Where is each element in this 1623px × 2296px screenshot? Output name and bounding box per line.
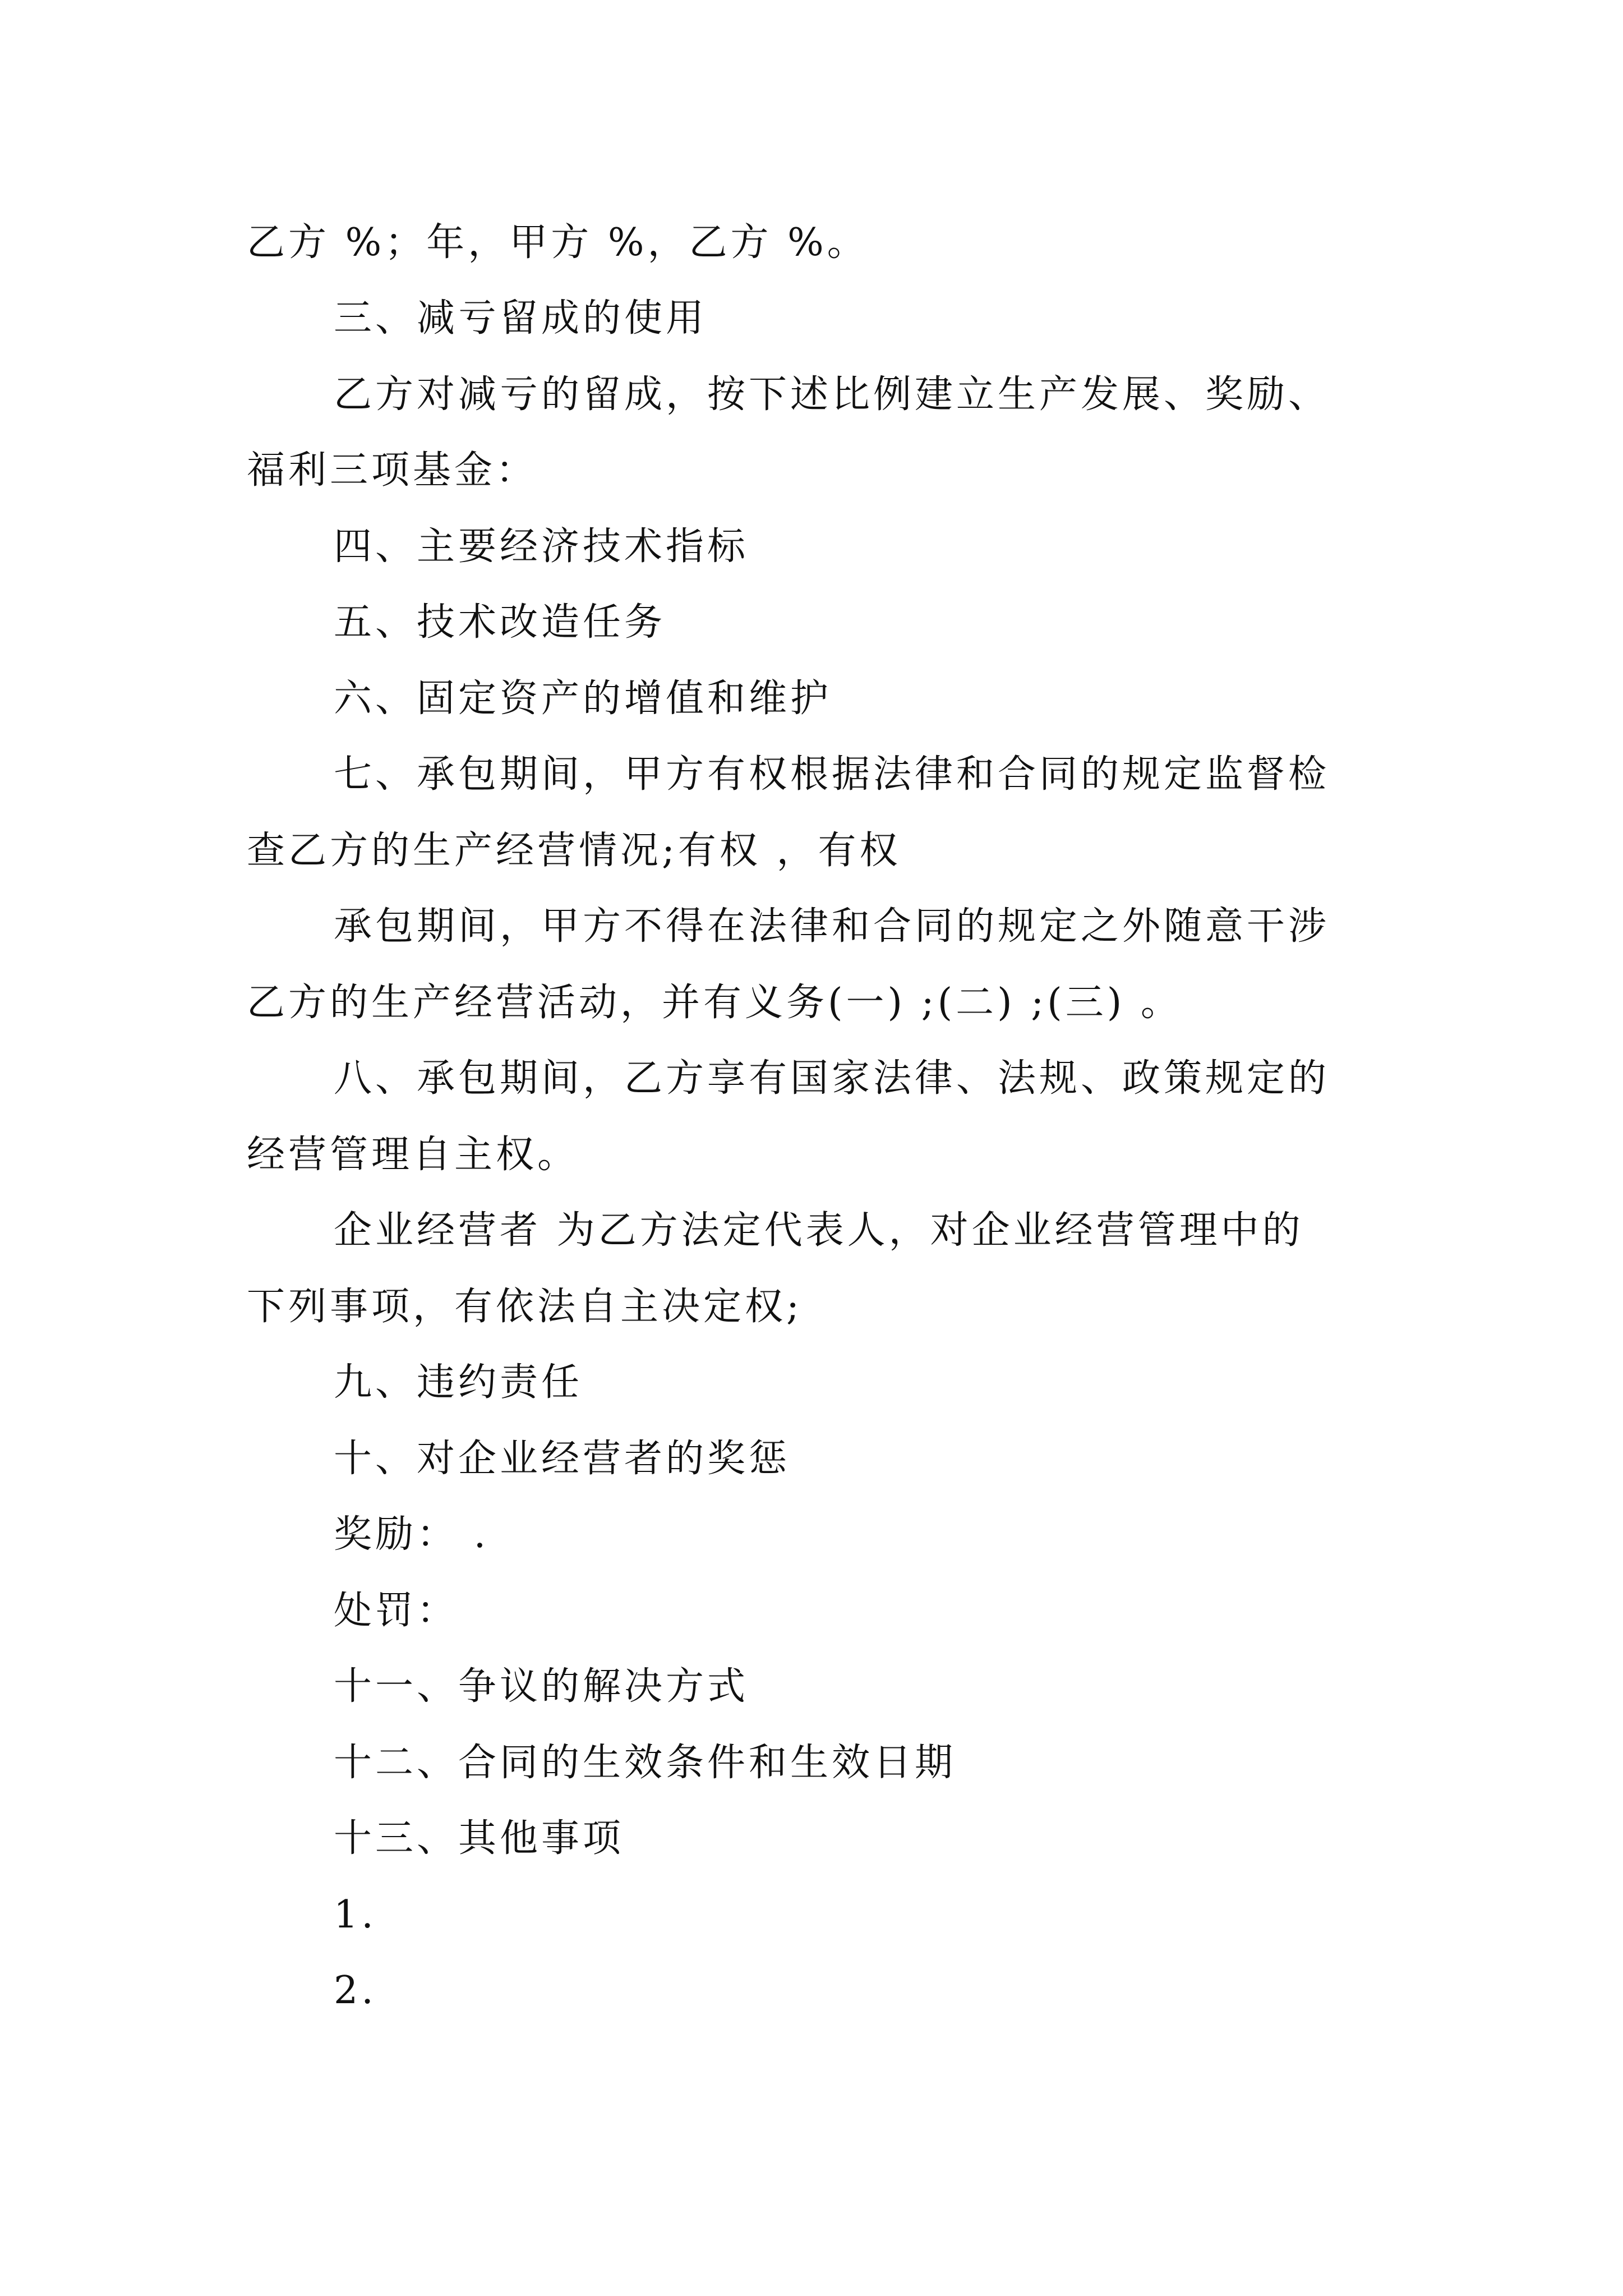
- text-line-1: 乙方 %；年，甲方 %，乙方 %。: [247, 220, 869, 265]
- text-line-14: 企业经营者 为乙方法定代表人，对企业经营管理中的: [334, 1208, 1304, 1253]
- text-line-9: 查乙方的生产经营情况;有权 ，有权: [247, 829, 901, 873]
- section-heading-13: 十三、其他事项: [334, 1816, 625, 1861]
- section-heading-8: 八、承包期间，乙方享有国家法律、法规、政策规定的: [334, 1056, 1330, 1101]
- section-heading-4: 四、主要经济技术指标: [334, 524, 749, 569]
- list-item-1: 1.: [334, 1893, 377, 1937]
- reward-line: 奖励： .: [334, 1512, 490, 1557]
- text-line-4: 福利三项基金：: [247, 448, 538, 493]
- list-item-2: 2.: [334, 1968, 377, 2013]
- section-heading-6: 六、固定资产的增值和维护: [334, 677, 832, 721]
- text-line-3: 乙方对减亏的留成，按下述比例建立生产发展、奖励、: [334, 372, 1330, 417]
- penalty-line: 处罚：: [334, 1589, 459, 1633]
- section-heading-7: 七、承包期间，甲方有权根据法律和合同的规定监督检: [334, 752, 1330, 797]
- section-heading-3: 三、减亏留成的使用: [334, 296, 708, 341]
- section-heading-5: 五、技术改造任务: [334, 600, 666, 645]
- text-line-15: 下列事项，有依法自主决定权;: [247, 1285, 803, 1329]
- text-line-11: 乙方的生产经营活动，并有义务(一) ;(二) ;(三) 。: [247, 981, 1182, 1025]
- text-line-13: 经营管理自主权。: [247, 1133, 579, 1177]
- section-heading-11: 十一、争议的解决方式: [334, 1664, 749, 1709]
- section-heading-10: 十、对企业经营者的奖惩: [334, 1437, 791, 1481]
- text-line-10: 承包期间，甲方不得在法律和合同的规定之外随意干涉: [334, 904, 1330, 949]
- section-heading-12: 十二、合同的生效条件和生效日期: [334, 1741, 957, 1785]
- section-heading-9: 九、违约责任: [334, 1360, 583, 1405]
